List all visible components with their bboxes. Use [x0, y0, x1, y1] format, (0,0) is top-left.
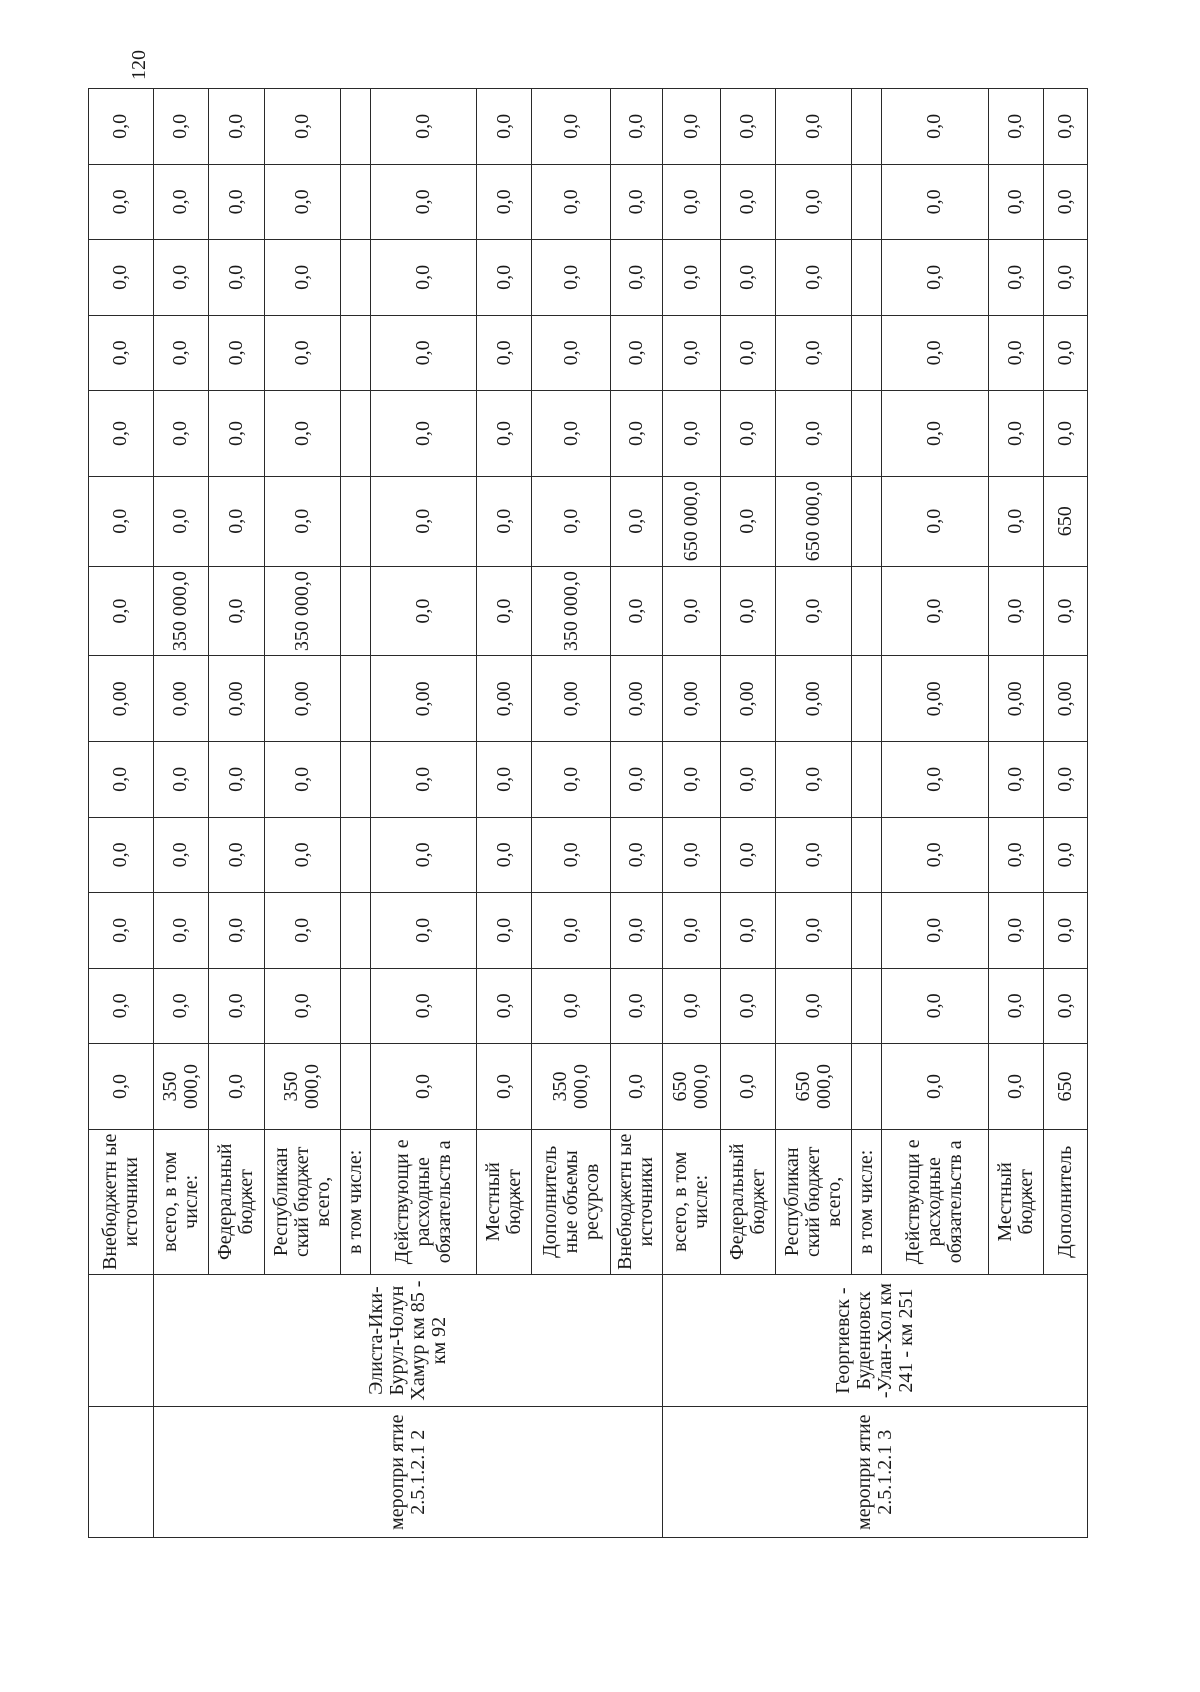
- value-cell: 0,0: [882, 893, 988, 969]
- value-cell: 0,0: [532, 315, 611, 391]
- value-cell: 0,0: [988, 968, 1043, 1044]
- rotated-page: [88, 50, 1088, 1538]
- value-cell: 0,0: [988, 1044, 1043, 1130]
- value-cell: 0,0: [720, 817, 775, 893]
- value-cell: 0,0: [720, 566, 775, 656]
- value-cell: 0,0: [532, 164, 611, 240]
- source-label: Действующи е расходные обязательств а: [882, 1129, 988, 1274]
- value-cell: 0,0: [720, 89, 775, 165]
- value-cell: 0,0: [209, 164, 264, 240]
- value-cell: 0,0: [89, 566, 154, 656]
- source-label: Местный бюджет: [988, 1129, 1043, 1274]
- value-cell: 0,00: [776, 656, 852, 742]
- value-cell: 0,0: [477, 968, 532, 1044]
- value-cell: 0,0: [264, 240, 340, 316]
- value-cell: 0,0: [882, 391, 988, 477]
- value-cell: 0,0: [882, 315, 988, 391]
- value-cell: [340, 893, 370, 969]
- value-cell: 0,0: [882, 1044, 988, 1130]
- value-cell: 0,0: [209, 817, 264, 893]
- value-cell: 0,0: [776, 164, 852, 240]
- value-cell: 0,00: [610, 656, 662, 742]
- value-cell: [340, 240, 370, 316]
- value-cell: 350 000,0: [153, 566, 208, 656]
- value-cell: 0,0: [776, 391, 852, 477]
- value-cell: 0,0: [882, 566, 988, 656]
- value-cell: 0,0: [89, 476, 154, 566]
- value-cell: [852, 391, 882, 477]
- object-cell-continued: [89, 1274, 154, 1407]
- value-cell: 0,0: [988, 315, 1043, 391]
- value-cell: [852, 315, 882, 391]
- value-cell: 0,0: [89, 315, 154, 391]
- value-cell: 0,0: [988, 742, 1043, 818]
- value-cell: 0,0: [776, 742, 852, 818]
- value-cell: 0,0: [1043, 240, 1087, 316]
- source-label: Дополнитель ные объемы ресурсов: [532, 1129, 611, 1274]
- value-cell: 0,0: [1043, 315, 1087, 391]
- value-cell: 0,00: [370, 656, 476, 742]
- value-cell: 0,00: [1043, 656, 1087, 742]
- value-cell: 0,0: [89, 89, 154, 165]
- event-cell: меропри ятие 2.5.1.2.1 2: [153, 1407, 662, 1538]
- value-cell: 0,0: [882, 968, 988, 1044]
- value-cell: 0,0: [988, 817, 1043, 893]
- value-cell: [340, 968, 370, 1044]
- value-cell: 0,0: [477, 566, 532, 656]
- value-cell: 0,0: [610, 315, 662, 391]
- source-label: Дополнитель: [1043, 1129, 1087, 1274]
- value-cell: 0,0: [1043, 817, 1087, 893]
- value-cell: 0,0: [776, 893, 852, 969]
- value-cell: 0,0: [209, 315, 264, 391]
- value-cell: [340, 817, 370, 893]
- value-cell: 0,0: [89, 968, 154, 1044]
- value-cell: 0,0: [662, 968, 720, 1044]
- value-cell: 0,0: [662, 566, 720, 656]
- source-label: Федеральный бюджет: [209, 1129, 264, 1274]
- source-label: Республикан ский бюджет всего,: [776, 1129, 852, 1274]
- value-cell: [340, 164, 370, 240]
- value-cell: [852, 742, 882, 818]
- budget-table: [88, 88, 1088, 1538]
- value-cell: 0,0: [882, 89, 988, 165]
- value-cell: 0,0: [610, 893, 662, 969]
- value-cell: 0,0: [532, 476, 611, 566]
- value-cell: [340, 566, 370, 656]
- value-cell: 0,0: [370, 89, 476, 165]
- value-cell: 0,0: [477, 893, 532, 969]
- value-cell: 0,0: [720, 391, 775, 477]
- value-cell: [852, 566, 882, 656]
- value-cell: 0,0: [988, 476, 1043, 566]
- value-cell: 0,0: [209, 893, 264, 969]
- value-cell: 0,0: [988, 566, 1043, 656]
- value-cell: 0,0: [720, 968, 775, 1044]
- value-cell: 0,0: [89, 893, 154, 969]
- value-cell: 0,0: [153, 742, 208, 818]
- source-label: всего, в том числе:: [662, 1129, 720, 1274]
- value-cell: 0,00: [882, 656, 988, 742]
- value-cell: 0,00: [720, 656, 775, 742]
- value-cell: [340, 742, 370, 818]
- value-cell: 0,0: [988, 240, 1043, 316]
- value-cell: [852, 89, 882, 165]
- value-cell: 0,0: [89, 240, 154, 316]
- source-label: всего, в том числе:: [153, 1129, 208, 1274]
- value-cell: 0,0: [882, 476, 988, 566]
- value-cell: [852, 1044, 882, 1130]
- value-cell: 0,0: [610, 391, 662, 477]
- source-label: Внебюджетн ые источники: [89, 1129, 154, 1274]
- value-cell: 0,0: [662, 742, 720, 818]
- value-cell: [340, 1044, 370, 1130]
- value-cell: 0,0: [662, 240, 720, 316]
- value-cell: 0,0: [776, 240, 852, 316]
- value-cell: 0,0: [776, 968, 852, 1044]
- value-cell: 0,0: [1043, 893, 1087, 969]
- value-cell: 0,0: [370, 968, 476, 1044]
- value-cell: 0,00: [532, 656, 611, 742]
- value-cell: 0,0: [153, 476, 208, 566]
- value-cell: 0,0: [264, 742, 340, 818]
- value-cell: 0,0: [532, 893, 611, 969]
- value-cell: 0,0: [776, 89, 852, 165]
- value-cell: 0,0: [477, 1044, 532, 1130]
- value-cell: 0,00: [264, 656, 340, 742]
- value-cell: 0,0: [532, 742, 611, 818]
- value-cell: 0,0: [1043, 89, 1087, 165]
- value-cell: 0,00: [89, 656, 154, 742]
- value-cell: 0,0: [662, 164, 720, 240]
- value-cell: [852, 164, 882, 240]
- value-cell: [852, 476, 882, 566]
- value-cell: [852, 656, 882, 742]
- value-cell: 0,0: [153, 968, 208, 1044]
- value-cell: 0,0: [720, 476, 775, 566]
- value-cell: 0,0: [988, 391, 1043, 477]
- value-cell: 0,0: [209, 742, 264, 818]
- value-cell: 0,0: [209, 968, 264, 1044]
- value-cell: 0,0: [153, 164, 208, 240]
- value-cell: 0,0: [370, 391, 476, 477]
- value-cell: 0,0: [988, 164, 1043, 240]
- value-cell: 0,0: [370, 566, 476, 656]
- page-number: 120: [128, 50, 150, 80]
- value-cell: 0,0: [776, 566, 852, 656]
- value-cell: 0,00: [988, 656, 1043, 742]
- value-cell: 0,0: [264, 476, 340, 566]
- value-cell: 0,0: [477, 164, 532, 240]
- value-cell: 0,0: [532, 391, 611, 477]
- value-cell: 0,0: [153, 817, 208, 893]
- value-cell: [340, 391, 370, 477]
- value-cell: [340, 656, 370, 742]
- value-cell: 0,0: [882, 164, 988, 240]
- value-cell: 0,0: [153, 240, 208, 316]
- value-cell: 0,0: [153, 89, 208, 165]
- value-cell: 350 000,0: [532, 566, 611, 656]
- source-label: Действующи е расходные обязательств а: [370, 1129, 476, 1274]
- value-cell: 0,0: [882, 817, 988, 893]
- value-cell: 0,0: [477, 89, 532, 165]
- value-cell: 0,0: [264, 817, 340, 893]
- value-cell: 0,0: [209, 1044, 264, 1130]
- source-label: в том числе:: [340, 1129, 370, 1274]
- value-cell: 0,0: [370, 164, 476, 240]
- value-cell: 0,0: [477, 315, 532, 391]
- value-cell: 0,0: [720, 164, 775, 240]
- value-cell: 0,0: [264, 315, 340, 391]
- value-cell: 0,0: [610, 742, 662, 818]
- value-cell: 0,0: [532, 240, 611, 316]
- value-cell: 0,0: [153, 893, 208, 969]
- value-cell: 0,0: [89, 742, 154, 818]
- value-cell: 0,0: [209, 476, 264, 566]
- value-cell: 0,0: [209, 89, 264, 165]
- value-cell: 0,0: [610, 89, 662, 165]
- value-cell: 0,0: [1043, 164, 1087, 240]
- value-cell: 0,00: [153, 656, 208, 742]
- value-cell: 0,0: [209, 240, 264, 316]
- value-cell: 650 000,0: [776, 476, 852, 566]
- value-cell: 0,0: [370, 1044, 476, 1130]
- event-cell: меропри ятие 2.5.1.2.1 3: [662, 1407, 1087, 1538]
- value-cell: 0,00: [477, 656, 532, 742]
- value-cell: 0,0: [532, 968, 611, 1044]
- value-cell: [852, 893, 882, 969]
- value-cell: 0,0: [370, 817, 476, 893]
- table-row: [153, 89, 208, 1538]
- value-cell: 0,0: [477, 240, 532, 316]
- value-cell: 0,0: [532, 89, 611, 165]
- value-cell: 0,0: [662, 817, 720, 893]
- value-cell: 0,0: [776, 817, 852, 893]
- table-row: [89, 89, 154, 1538]
- value-cell: 0,0: [153, 315, 208, 391]
- source-label: Местный бюджет: [477, 1129, 532, 1274]
- value-cell: 0,0: [720, 742, 775, 818]
- value-cell: 0,0: [477, 742, 532, 818]
- value-cell: 650 000,0: [662, 1044, 720, 1130]
- value-cell: 0,0: [264, 968, 340, 1044]
- value-cell: [852, 817, 882, 893]
- value-cell: 0,0: [720, 315, 775, 391]
- value-cell: 0,0: [370, 742, 476, 818]
- value-cell: 0,0: [1043, 391, 1087, 477]
- object-cell: Георгиевск - Буденновск -Улан-Хол км 241 - км 251: [662, 1274, 1087, 1407]
- value-cell: 0,0: [153, 391, 208, 477]
- value-cell: 350 000,0: [532, 1044, 611, 1130]
- source-label: Внебюджетн ые источники: [610, 1129, 662, 1274]
- value-cell: 0,0: [370, 893, 476, 969]
- event-cell-continued: [89, 1407, 154, 1538]
- value-cell: 650 000,0: [776, 1044, 852, 1130]
- table-row: [662, 89, 720, 1538]
- source-label: в том числе:: [852, 1129, 882, 1274]
- value-cell: 0,0: [370, 476, 476, 566]
- source-label: Республикан ский бюджет всего,: [264, 1129, 340, 1274]
- value-cell: 0,0: [264, 893, 340, 969]
- value-cell: 0,0: [720, 893, 775, 969]
- value-cell: 0,0: [1043, 968, 1087, 1044]
- value-cell: 650: [1043, 476, 1087, 566]
- value-cell: 0,0: [610, 476, 662, 566]
- value-cell: 0,00: [209, 656, 264, 742]
- value-cell: 0,00: [662, 656, 720, 742]
- value-cell: 0,0: [610, 164, 662, 240]
- value-cell: [852, 968, 882, 1044]
- value-cell: 0,0: [610, 566, 662, 656]
- value-cell: 0,0: [610, 1044, 662, 1130]
- value-cell: 0,0: [662, 391, 720, 477]
- source-label: Федеральный бюджет: [720, 1129, 775, 1274]
- value-cell: 0,0: [477, 476, 532, 566]
- value-cell: 0,0: [89, 1044, 154, 1130]
- value-cell: [340, 476, 370, 566]
- value-cell: 0,0: [209, 566, 264, 656]
- value-cell: 0,0: [988, 893, 1043, 969]
- value-cell: 0,0: [370, 315, 476, 391]
- value-cell: 0,0: [882, 240, 988, 316]
- value-cell: 0,0: [209, 391, 264, 477]
- value-cell: 0,0: [610, 817, 662, 893]
- object-cell: Элиста-Ики-Бурул-Чолун Хамур км 85 - км 92: [153, 1274, 662, 1407]
- value-cell: 0,0: [89, 164, 154, 240]
- value-cell: 0,0: [264, 89, 340, 165]
- value-cell: [852, 240, 882, 316]
- value-cell: 350 000,0: [153, 1044, 208, 1130]
- value-cell: 0,0: [264, 164, 340, 240]
- value-cell: 0,0: [370, 240, 476, 316]
- value-cell: 0,0: [610, 968, 662, 1044]
- value-cell: 0,0: [662, 89, 720, 165]
- value-cell: [340, 89, 370, 165]
- value-cell: 0,0: [89, 391, 154, 477]
- value-cell: 650 000,0: [662, 476, 720, 566]
- value-cell: 0,0: [89, 817, 154, 893]
- value-cell: 0,0: [776, 315, 852, 391]
- value-cell: [340, 315, 370, 391]
- value-cell: 0,0: [532, 817, 611, 893]
- value-cell: 0,0: [477, 817, 532, 893]
- value-cell: 0,0: [720, 240, 775, 316]
- value-cell: 0,0: [662, 315, 720, 391]
- value-cell: 0,0: [610, 240, 662, 316]
- value-cell: 0,0: [662, 893, 720, 969]
- value-cell: 0,0: [882, 742, 988, 818]
- value-cell: 650: [1043, 1044, 1087, 1130]
- value-cell: 350 000,0: [264, 566, 340, 656]
- value-cell: 0,0: [1043, 742, 1087, 818]
- value-cell: 0,0: [988, 89, 1043, 165]
- value-cell: 0,0: [477, 391, 532, 477]
- value-cell: 0,0: [720, 1044, 775, 1130]
- value-cell: 350 000,0: [264, 1044, 340, 1130]
- value-cell: 0,0: [264, 391, 340, 477]
- value-cell: 0,0: [1043, 566, 1087, 656]
